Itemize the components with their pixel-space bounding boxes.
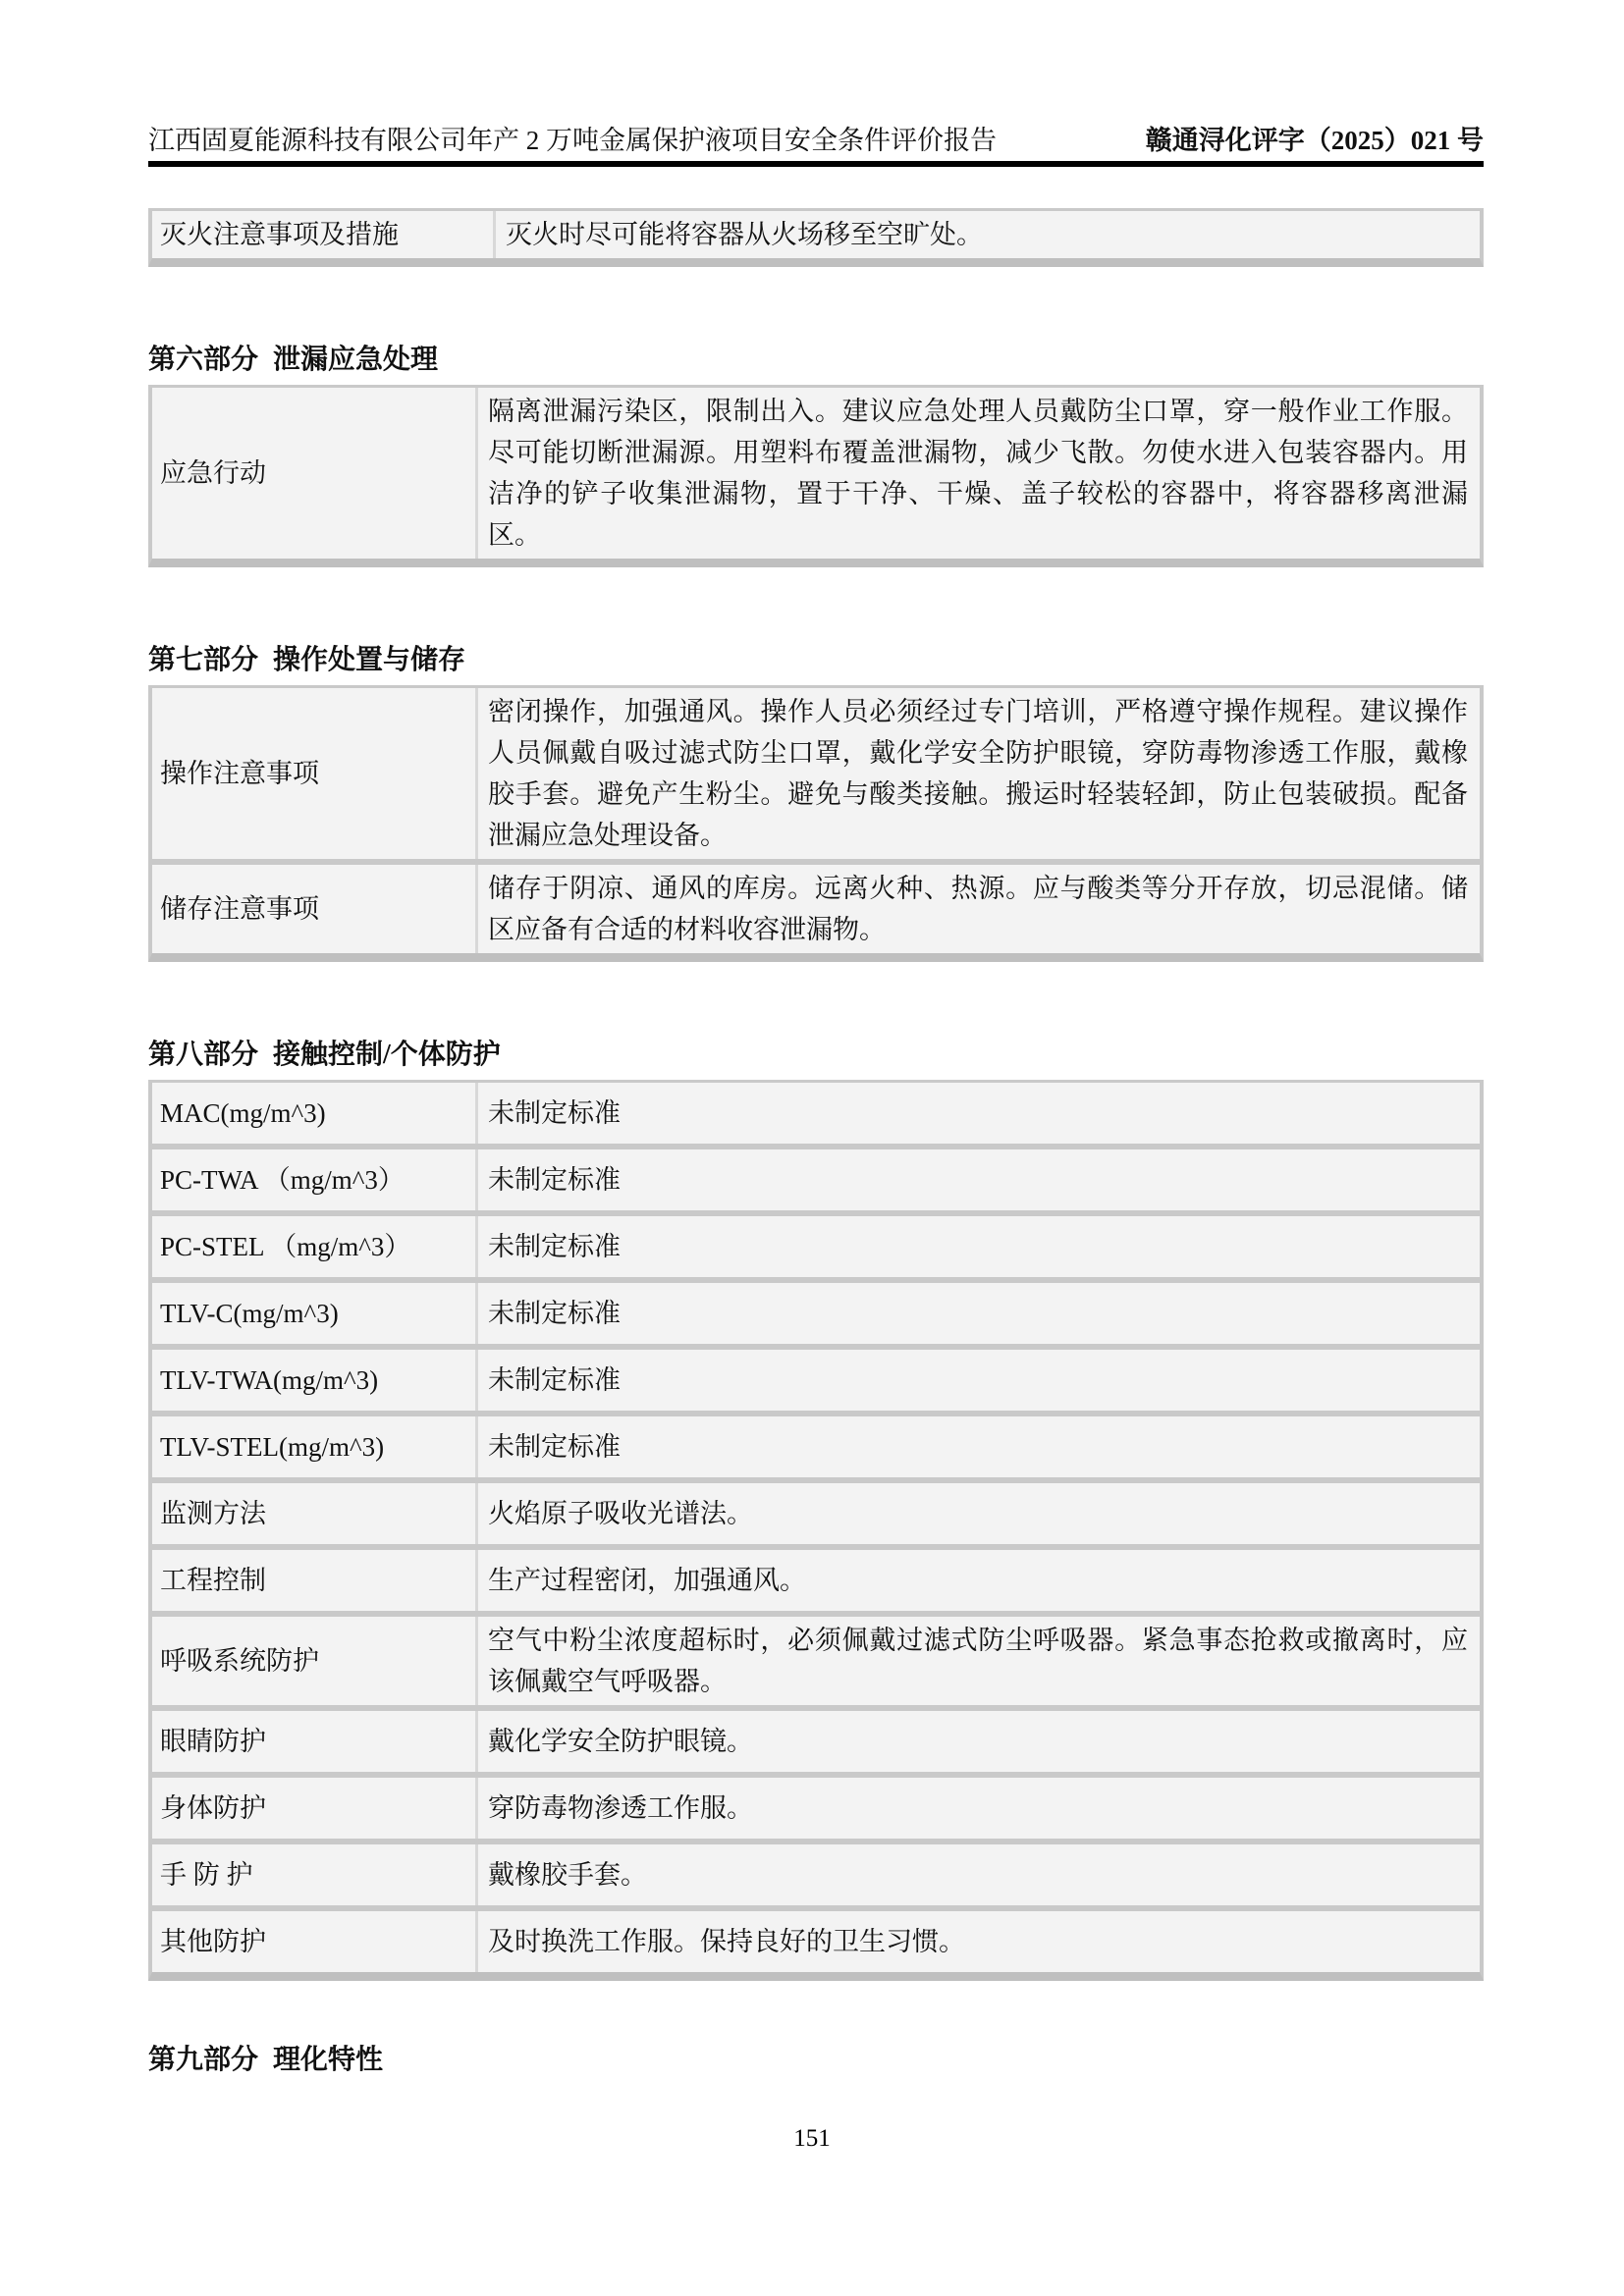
- table-row: [152, 1283, 1480, 1344]
- row-label: MAC(mg/m^3): [152, 1083, 478, 1144]
- table-row: [152, 1216, 1480, 1277]
- section-7-table: [148, 685, 1484, 962]
- row-label: TLV-STEL(mg/m^3): [152, 1416, 478, 1477]
- row-label: 应急行动: [152, 388, 478, 559]
- table-row: [152, 1550, 1480, 1611]
- row-content: 及时换洗工作服。保持良好的卫生习惯。: [478, 1911, 1480, 1972]
- row-content: 未制定标准: [478, 1416, 1480, 1477]
- row-label: 灭火注意事项及措施: [152, 211, 496, 258]
- row-content: 储存于阴凉、通风的库房。远离火种、热源。应与酸类等分开存放，切忌混储。储区应备有合适的材料收容泄漏物。: [478, 865, 1480, 953]
- row-content: 空气中粉尘浓度超标时，必须佩戴过滤式防尘呼吸器。紧急事态抢救或撤离时，应该佩戴空气呼吸器。: [478, 1617, 1480, 1705]
- table-row: [152, 1083, 1480, 1144]
- section-7-title: 第七部分 操作处置与储存: [148, 645, 466, 675]
- row-label: PC-TWA （mg/m^3）: [152, 1149, 478, 1210]
- row-label: 身体防护: [152, 1778, 478, 1839]
- row-label: 眼睛防护: [152, 1711, 478, 1772]
- fire-notes-table: [148, 208, 1484, 267]
- table-row: [152, 1149, 1480, 1210]
- table-row: [152, 211, 1480, 258]
- table-row: [152, 388, 1480, 559]
- doc-number: 赣通浔化评字（2025）021 号: [1145, 126, 1484, 155]
- row-label: TLV-TWA(mg/m^3): [152, 1350, 478, 1411]
- row-content: 未制定标准: [478, 1083, 1480, 1144]
- row-content: 密闭操作，加强通风。操作人员必须经过专门培训，严格遵守操作规程。建议操作人员佩戴自吸过滤式防尘口罩，戴化学安全防护眼镜，穿防毒物渗透工作服，戴橡胶手套。避免产生粉尘。避免与酸类接触。搬运时轻装轻卸，防止包装破损。配备泄漏应急处理设备。: [478, 688, 1480, 859]
- section-8-title: 第八部分 接触控制/个体防护: [148, 1040, 501, 1070]
- section-6-table: [148, 385, 1484, 567]
- section-8-table: [148, 1080, 1484, 1981]
- row-content: 穿防毒物渗透工作服。: [478, 1778, 1480, 1839]
- row-content: 隔离泄漏污染区，限制出入。建议应急处理人员戴防尘口罩，穿一般作业工作服。尽可能切断泄漏源。用塑料布覆盖泄漏物，减少飞散。勿使水进入包装容器内。用洁净的铲子收集泄漏物，置于干净、干燥、盖子较松的容器中，将容器移离泄漏区。: [478, 388, 1480, 559]
- row-label: 手 防 护: [152, 1844, 478, 1905]
- section-6-title: 第六部分 泄漏应急处理: [148, 345, 439, 375]
- table-row: [152, 1483, 1480, 1544]
- row-label: 其他防护: [152, 1911, 478, 1972]
- row-content: 戴橡胶手套。: [478, 1844, 1480, 1905]
- row-label: TLV-C(mg/m^3): [152, 1283, 478, 1344]
- table-row: [152, 1911, 1480, 1972]
- table-row: [152, 1711, 1480, 1772]
- row-label: 储存注意事项: [152, 865, 478, 953]
- table-row: [152, 1416, 1480, 1477]
- row-content: 戴化学安全防护眼镜。: [478, 1711, 1480, 1772]
- table-row: [152, 865, 1480, 953]
- table-row: [152, 688, 1480, 859]
- row-label: 工程控制: [152, 1550, 478, 1611]
- row-content: 生产过程密闭，加强通风。: [478, 1550, 1480, 1611]
- table-row: [152, 1350, 1480, 1411]
- row-content: 未制定标准: [478, 1283, 1480, 1344]
- table-row: [152, 1778, 1480, 1839]
- section-9-title: 第九部分 理化特性: [148, 2045, 384, 2075]
- row-content: 未制定标准: [478, 1216, 1480, 1277]
- row-content: 未制定标准: [478, 1149, 1480, 1210]
- row-content: 火焰原子吸收光谱法。: [478, 1483, 1480, 1544]
- page-header: [148, 126, 1484, 167]
- table-row: [152, 1617, 1480, 1705]
- row-label: 监测方法: [152, 1483, 478, 1544]
- table-row: [152, 1844, 1480, 1905]
- row-content: 灭火时尽可能将容器从火场移至空旷处。: [496, 211, 1480, 258]
- row-content: 未制定标准: [478, 1350, 1480, 1411]
- report-title: 江西固夏能源科技有限公司年产 2 万吨金属保护液项目安全条件评价报告: [148, 126, 997, 155]
- row-label: 呼吸系统防护: [152, 1617, 478, 1705]
- page-number: 151: [793, 2125, 831, 2152]
- row-label: 操作注意事项: [152, 688, 478, 859]
- row-label: PC-STEL （mg/m^3）: [152, 1216, 478, 1277]
